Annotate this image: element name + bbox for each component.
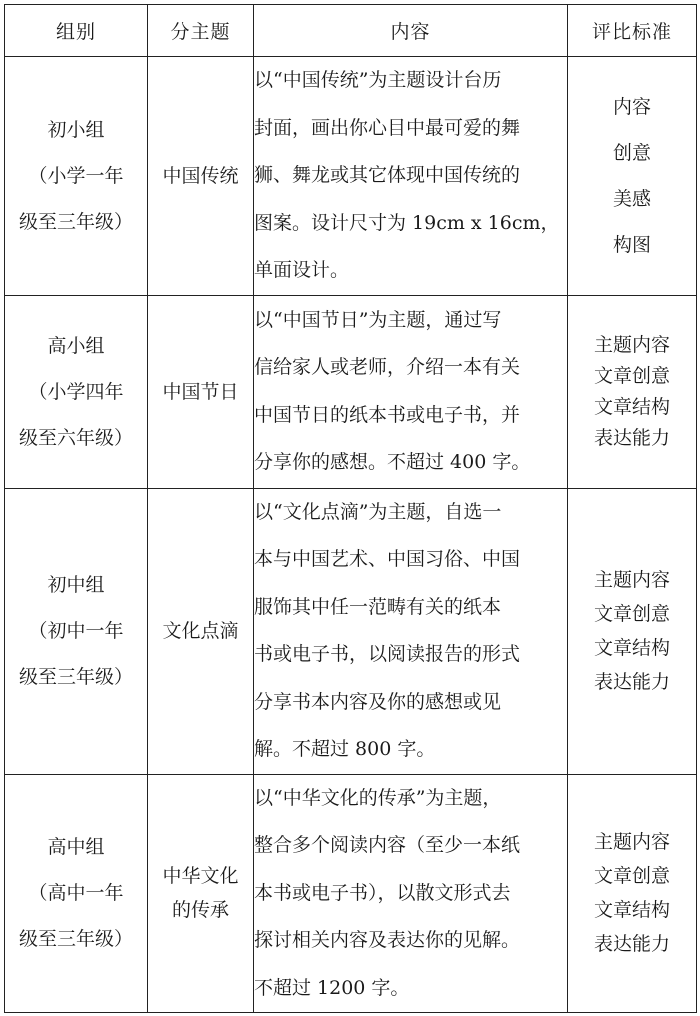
theme-cell [148, 774, 254, 1013]
content-cell [254, 57, 568, 296]
group-name: 高中组 [47, 836, 105, 859]
header-content: 内容 [254, 5, 568, 57]
criteria-item: 文章创意 [593, 364, 670, 387]
content-line: 以“中国传统”为主题设计台历 [254, 69, 502, 91]
criteria-item: 文章结构 [593, 899, 670, 922]
group-range: 级至六年级） [18, 426, 133, 449]
content-line: 以“文化点滴”为主题，自选一 [254, 500, 502, 523]
criteria-item: 创意 [612, 141, 651, 164]
theme-text: 中国传统 [162, 164, 239, 187]
criteria-item: 表达能力 [593, 426, 670, 449]
criteria-item: 主题内容 [593, 569, 670, 591]
group-range: 级至三年级） [18, 210, 133, 233]
content-cell [254, 295, 568, 488]
criteria-item: 主题内容 [593, 333, 670, 356]
content-line: 服饰其中任一范畴有关的纸本 [254, 595, 502, 618]
content-line: 探讨相关内容及表达你的见解。 [254, 929, 521, 951]
content-line: 本书或电子书），以散文形式去 [254, 881, 511, 904]
content-line: 不超过 1200 字。 [254, 976, 410, 999]
content-line: 解。不超过 800 字。 [254, 738, 436, 760]
group-range: 级至三年级） [18, 666, 133, 688]
criteria-item: 表达能力 [593, 933, 670, 956]
table-row [5, 488, 697, 774]
criteria-cell [568, 295, 697, 488]
theme-text: 文化点滴 [162, 620, 239, 642]
criteria-cell [568, 488, 697, 774]
content-line: 整合多个阅读内容（至少一本纸 [254, 834, 521, 856]
group-range: 级至三年级） [18, 928, 133, 951]
criteria-item: 构图 [612, 233, 651, 256]
group-name: 初小组 [47, 118, 105, 141]
criteria-item: 主题内容 [593, 831, 670, 854]
criteria-item: 内容 [612, 95, 651, 118]
theme-cell [148, 57, 254, 296]
content-cell [254, 774, 568, 1013]
content-line: 狮、舞龙或其它体现中国传统的 [254, 164, 521, 186]
content-line: 分享你的感想。不超过 400 字。 [254, 451, 531, 473]
header-theme: 分主题 [148, 5, 254, 57]
content-cell [254, 488, 568, 774]
table-row [5, 57, 697, 296]
theme-text: 中华文化 [162, 865, 239, 888]
content-line: 以“中国节日”为主题，通过写 [254, 308, 502, 331]
content-line: 图案。设计尺寸为 19cm x 16cm， [254, 211, 560, 234]
criteria-item: 表达能力 [593, 671, 670, 693]
content-line: 以“中华文化的传承”为主题， [254, 786, 502, 809]
criteria-item: 文章结构 [593, 395, 670, 418]
criteria-item: 文章创意 [593, 603, 670, 625]
group-range: （高中一年 [28, 882, 124, 905]
content-line: 单面设计。 [254, 259, 350, 281]
group-cell [5, 295, 148, 488]
content-line: 中国节日的纸本书或电子书，并 [254, 403, 521, 426]
content-line: 信给家人或老师，介绍一本有关 [254, 356, 521, 378]
group-cell [5, 57, 148, 296]
group-range: （初中一年 [28, 620, 124, 642]
competition-table [4, 4, 697, 1013]
group-name: 初中组 [47, 574, 105, 596]
theme-text: 的传承 [171, 899, 229, 922]
header-row [5, 5, 697, 57]
content-line: 书或电子书，以阅读报告的形式 [254, 643, 521, 665]
group-cell [5, 488, 148, 774]
criteria-item: 文章结构 [593, 637, 670, 659]
header-group: 组别 [5, 5, 148, 57]
group-cell [5, 774, 148, 1013]
table-row [5, 295, 697, 488]
header-criteria: 评比标准 [568, 5, 697, 57]
criteria-cell [568, 774, 697, 1013]
criteria-item: 文章创意 [593, 865, 670, 888]
content-line: 封面，画出你心目中最可爱的舞 [254, 116, 521, 139]
theme-text: 中国节日 [162, 380, 239, 403]
table-row [5, 774, 697, 1013]
criteria-cell [568, 57, 697, 296]
content-line: 本与中国艺术、中国习俗、中国 [254, 548, 521, 570]
group-range: （小学四年 [28, 380, 124, 403]
theme-cell [148, 488, 254, 774]
group-range: （小学一年 [28, 164, 124, 187]
content-line: 分享书本内容及你的感想或见 [254, 690, 502, 713]
criteria-item: 美感 [612, 187, 651, 210]
group-name: 高小组 [47, 334, 105, 357]
theme-cell [148, 295, 254, 488]
